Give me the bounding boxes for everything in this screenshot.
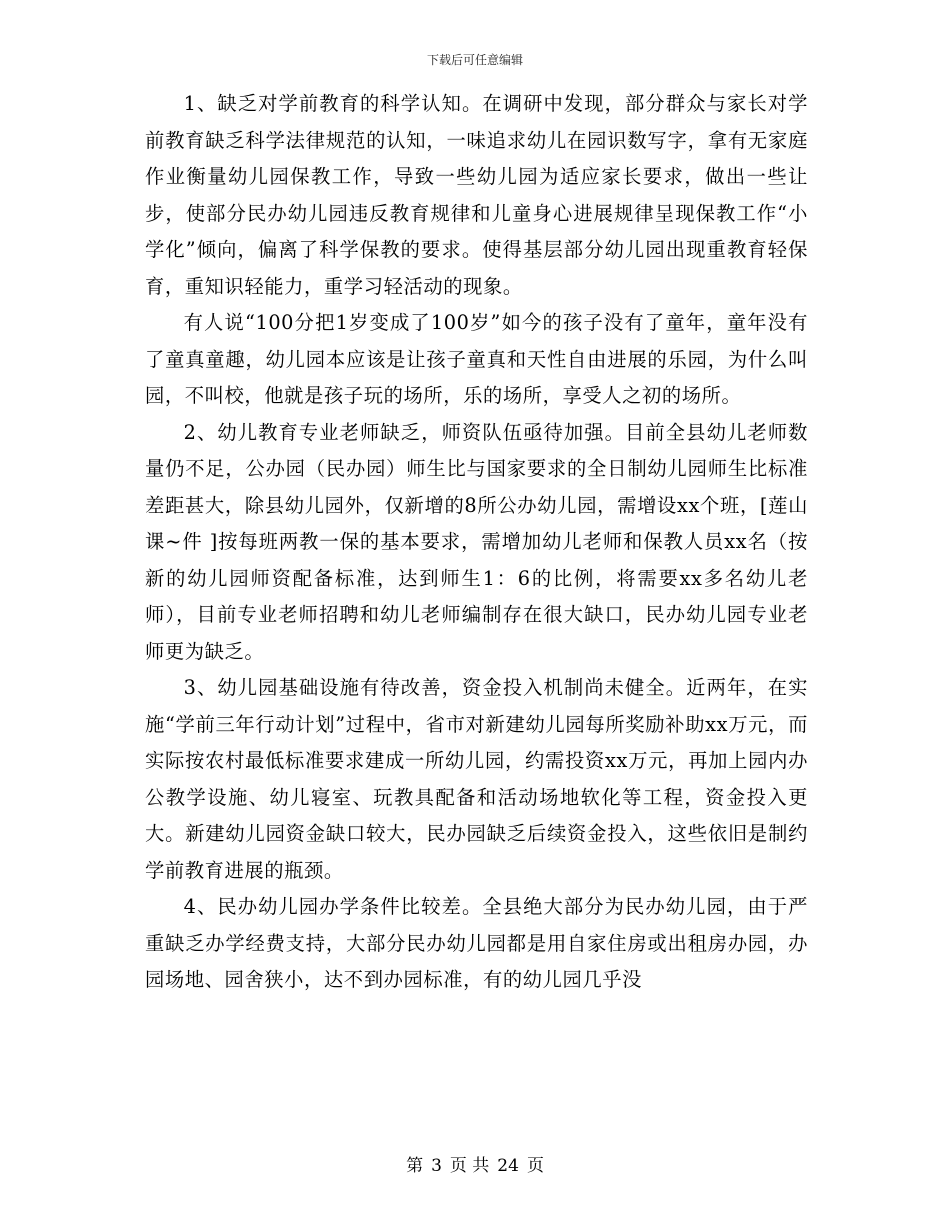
page-footer	[0, 1155, 950, 1177]
footer-suffix: 页	[526, 1156, 544, 1176]
footer-prefix: 第	[406, 1156, 424, 1176]
document-body	[145, 86, 808, 999]
paragraph-3: 2、幼儿教育专业老师缺乏，师资队伍亟待加强。目前全县幼儿老师数量仍不足，公办园（民办园）师生比与国家要求的全日制幼儿园师生比标准差距甚大，除县幼儿园外，仅新增的8所公办幼儿园，需增设xx个班，[莲山课~件 ]按每班两教一保的基本要求，需增加幼儿老师和保教人员xx名（按新的幼儿园师资配备标准，达到师生1：6的比例，将需要xx多名幼儿老师），目前专业老师招聘和幼儿老师编制存在很大缺口，民办幼儿园专业老师更为缺乏。	[145, 420, 808, 663]
paragraph-1: 1、缺乏对学前教育的科学认知。在调研中发现，部分群众与家长对学前教育缺乏科学法律规范的认知，一味追求幼儿在园识数写字，拿有无家庭作业衡量幼儿园保教工作，导致一些幼儿园为适应家长要求，做出一些让步，使部分民办幼儿园违反教育规律和儿童身心进展规律呈现保教工作“小学化”倾向，偏离了科学保教的要求。使得基层部分幼儿园出现重教育轻保育，重知识轻能力，重学习轻活动的现象。	[145, 92, 808, 298]
footer-middle: 页 共	[449, 1156, 490, 1176]
page-header: 下载后可任意编辑	[426, 53, 523, 67]
paragraph-4: 3、幼儿园基础设施有待改善，资金投入机制尚未健全。近两年，在实施“学前三年行动计划”过程中，省市对新建幼儿园每所奖励补助xx万元，而实际按农村最低标准要求建成一所幼儿园，约需投资xx万元，再加上园内办公教学设施、幼儿寝室、玩教具配备和活动场地软化等工程，资金投入更大。新建幼儿园资金缺口较大，民办园缺乏后续资金投入，这些依旧是制约学前教育进展的瓶颈。	[145, 676, 808, 882]
paragraph-5: 4、民办幼儿园办学条件比较差。全县绝大部分为民办幼儿园，由于严重缺乏办学经费支持，大部分民办幼儿园都是用自家住房或出租房办园，办园场地、园舍狭小，达不到办园标准，有的幼儿园几乎没	[145, 895, 808, 991]
page-number: 3	[431, 1156, 442, 1176]
paragraph-2: 有人说“100分把1岁变成了100岁”如今的孩子没有了童年，童年没有了童真童趣，幼儿园本应该是让孩子童真和天性自由进展的乐园，为什么叫园，不叫校，他就是孩子玩的场所，乐的场所，享受人之初的场所。	[145, 311, 808, 407]
total-pages: 24	[497, 1156, 519, 1176]
